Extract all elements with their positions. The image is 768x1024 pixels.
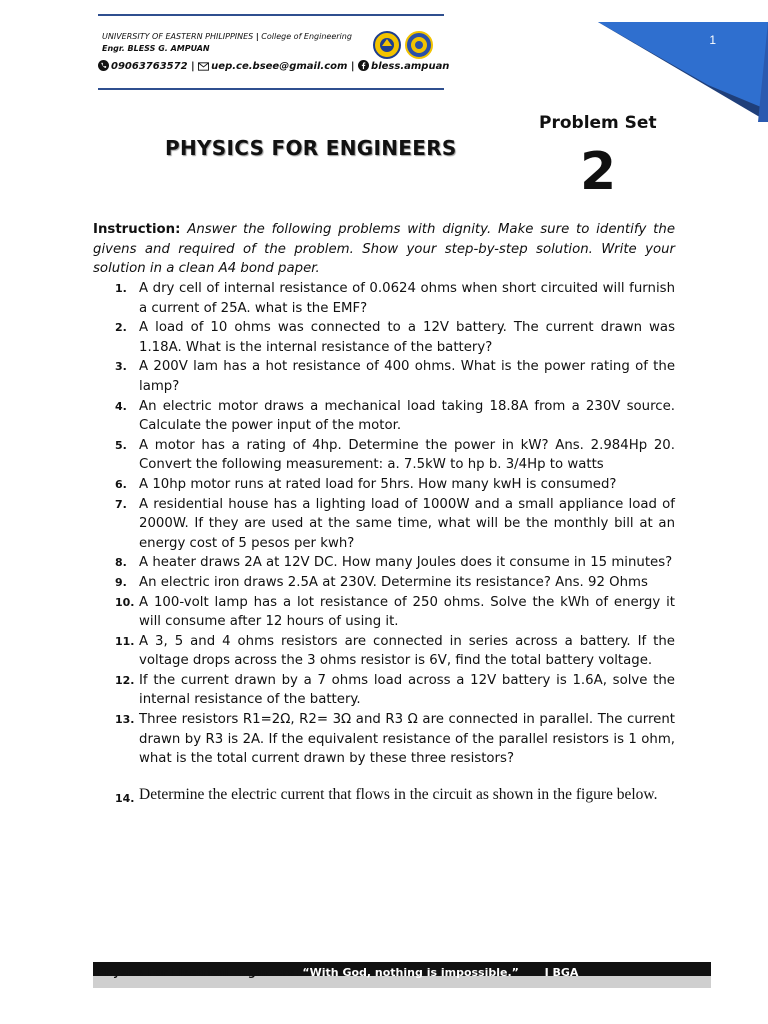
instruction-lead: Instruction: — [93, 222, 181, 237]
problem-number: 14. — [115, 791, 135, 805]
facebook-icon — [358, 60, 369, 74]
contact-line — [98, 60, 449, 74]
problem-text: A load of 10 ohms was connected to a 12V battery. The current drawn was 1.18A. What is the internal resistance of the battery? — [139, 320, 675, 355]
footer-quote: “With God, nothing is impossible.” — [302, 966, 519, 979]
page-title: PHYSICS FOR ENGINEERS — [165, 136, 457, 160]
facebook-handle: bless.ampuan — [371, 61, 450, 72]
problem-text: A dry cell of internal resistance of 0.0624 ohms when short circuited will furnish a current of 25A. what is the EMF? — [139, 281, 675, 316]
mail-icon — [198, 62, 209, 74]
problem-item — [93, 475, 675, 495]
footer-signature: I BGA — [544, 966, 579, 979]
problem-item — [93, 593, 675, 632]
problem-item — [93, 357, 675, 396]
separator: | — [255, 32, 259, 41]
problem-item — [93, 318, 675, 357]
problem-text: If the current drawn by a 7 ohms load across a 12V battery is 1.6A, solve the internal resistance of the battery. — [139, 672, 675, 708]
problem-item — [93, 710, 675, 769]
problem-item — [93, 279, 675, 318]
phone-icon — [98, 60, 109, 74]
letterhead-institution-line — [102, 32, 352, 41]
problem-text: Three resistors R1=2Ω, R2= 3Ω and R3 Ω are connected in parallel. The current drawn by R3 is 2A. If the equivalent resistance of the parallel resistors is 1 ohm, what is the total current drawn by these three resistors? — [139, 712, 675, 767]
university-logos — [372, 30, 436, 60]
problem-item — [93, 397, 675, 436]
problem-number: 5. — [115, 438, 127, 452]
problem-number: 1. — [115, 282, 127, 295]
instruction-text: Answer the following problems with dignity. Make sure to identify the givens and required of the problem. Show your step-by-step solution. Write your solution in a clean A4 bond paper. — [93, 222, 675, 277]
problem-text: A heater draws 2A at 12V DC. How many Joules does it consume in 15 minutes? — [139, 555, 673, 571]
problem-item — [93, 632, 675, 671]
problem-item — [93, 671, 675, 710]
problem-set-label: Problem Set — [539, 113, 657, 133]
problem-number: 2. — [115, 321, 127, 335]
problem-number: 3. — [115, 360, 127, 374]
problem-set-number: 2 — [580, 142, 617, 202]
problem-list — [93, 279, 675, 807]
problem-text: Determine the electric current that flows in the circuit as shown in the figure below. — [139, 785, 658, 803]
problem-item — [93, 782, 675, 807]
author-name: Engr. BLESS G. AMPUAN — [102, 44, 210, 53]
problem-number: 6. — [115, 477, 127, 491]
problem-number: 9. — [115, 575, 127, 589]
email-address: uep.ce.bsee@gmail.com — [211, 61, 348, 72]
problem-item — [93, 495, 675, 554]
problem-number: 10. — [115, 595, 135, 609]
problem-text: A 200V lam has a hot resistance of 400 ohms. What is the power rating of the lamp? — [139, 359, 675, 394]
letterhead — [98, 14, 450, 90]
institution-name: UNIVERSITY OF EASTERN PHILIPPINES — [102, 32, 254, 41]
problem-text: A motor has a rating of 4hp. Determine the power in kW? Ans. 2.984Hp 20. Convert the following measurement: a. 7.5kW to hp b. 3/4Hp to watts — [139, 437, 675, 473]
separator: | — [350, 61, 355, 72]
separator: | — [191, 61, 195, 72]
problem-item — [93, 436, 675, 475]
footer-label: Physics For Electrical Engineers: — [97, 966, 299, 979]
problem-text: A residential house has a lighting load of 1000W and a small appliance load of 2000W. If they are used at the same time, what will be the monthly bill at an energy cost of 5 pesos per kwh? — [139, 496, 675, 551]
problem-text: An electric iron draws 2.5A at 230V. Determine its resistance? Ans. 92 Ohms — [139, 574, 648, 590]
problem-item — [93, 553, 675, 573]
corner-decoration — [588, 0, 768, 122]
problem-text: A 10hp motor runs at rated load for 5hrs. How many kwH is consumed? — [139, 476, 617, 492]
problem-number: 13. — [115, 713, 135, 727]
page-footer — [93, 962, 711, 988]
university-seal-icon — [372, 30, 436, 60]
problem-item — [93, 573, 675, 593]
page-number: 1 — [709, 33, 716, 47]
footer-line — [97, 966, 578, 979]
instruction-paragraph — [93, 220, 675, 279]
problem-number: 7. — [115, 497, 127, 511]
problem-text: An electric motor draws a mechanical load taking 18.8A from a 230V source. Calculate the power input of the motor. — [139, 398, 675, 434]
problem-number: 12. — [115, 673, 135, 687]
problem-number: 4. — [115, 399, 127, 413]
phone-number: 09063763572 — [111, 61, 188, 72]
problem-text: A 3, 5 and 4 ohms resistors are connected in series across a battery. If the voltage drops across the 3 ohms resistor is 6V, find the total battery voltage. — [139, 633, 675, 669]
college-name: College of Engineering — [261, 32, 352, 41]
problem-number: 8. — [115, 556, 127, 570]
problem-number: 11. — [115, 634, 135, 648]
problem-text: A 100-volt lamp has a lot resistance of 250 ohms. Solve the kWh of energy it will consume after 12 hours of using it. — [139, 594, 675, 630]
